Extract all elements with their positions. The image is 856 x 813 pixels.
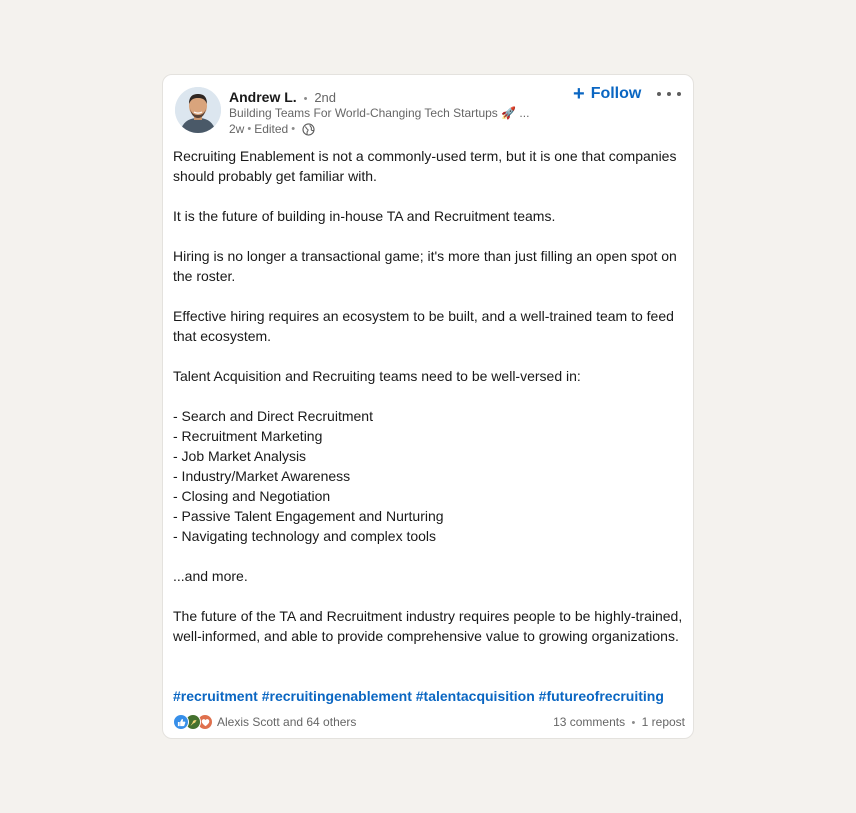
list-item: - Job Market Analysis [173,448,307,464]
list-item: - Navigating technology and complex tools [173,528,437,544]
post-time: 2w [229,122,245,136]
separator-dot: • [631,717,636,729]
post-card [162,74,694,739]
more-dot [667,92,671,96]
more-options-button[interactable] [657,84,681,104]
post-paragraph: Hiring is no longer a transactional game; it's more than just filling an open spot on the roster. [173,248,677,284]
hashtag-link[interactable]: #talentacquisition [415,688,535,704]
post-paragraph: Recruiting Enablement is not a commonly-used term, but it is one that companies should probably get familiar with. [173,148,677,184]
author-name[interactable]: Andrew L. [229,89,297,105]
avatar-photo [175,87,221,133]
reactors-link[interactable]: Alexis Scott and 64 others [217,715,357,729]
more-dot [677,92,681,96]
follow-label: Follow [590,85,642,102]
list-item: - Passive Talent Engagement and Nurturing [173,508,444,524]
connection-degree: 2nd [314,90,337,105]
comments-count[interactable]: 13 comments [553,715,626,729]
separator-dot: • [247,123,252,135]
repost-count[interactable]: 1 repost [641,715,685,729]
social-counts [173,714,685,730]
separator-dot: • [303,93,308,105]
follow-button[interactable] [573,83,641,105]
post-paragraph: It is the future of building in-house TA and Recruitment teams. [173,208,556,224]
post-paragraph: ...and more. [173,568,248,584]
list-item: - Industry/Market Awareness [173,468,351,484]
globe-icon [302,123,315,136]
hashtags [173,686,664,706]
author-headline: Building Teams For World-Changing Tech Startups 🚀 ... [229,106,530,120]
list-item: - Closing and Negotiation [173,488,331,504]
hashtag-link[interactable]: #futureofrecruiting [538,688,664,704]
author-name-row [229,88,336,108]
like-icon [173,714,189,730]
list-item: - Recruitment Marketing [173,428,323,444]
author-avatar[interactable] [175,87,221,133]
hashtag-link[interactable]: #recruitingenablement [261,688,412,704]
post-text [173,146,685,666]
post-paragraph: The future of the TA and Recruitment industry requires people to be highly-trained, well-informed, and able to provide comprehensive value to growing organizations. [173,608,683,644]
skills-list [173,406,685,546]
post-meta [229,122,315,137]
post-paragraph: Talent Acquisition and Recruiting teams need to be well-versed in: [173,368,581,384]
engagement-counts [553,714,685,731]
edited-label: Edited [254,122,289,136]
more-horizontal-icon [657,92,661,96]
list-item: - Search and Direct Recruitment [173,408,373,424]
plus-icon: + [573,83,585,105]
hashtag-link[interactable]: #recruitment [173,688,258,704]
post-paragraph: Effective hiring requires an ecosystem to be built, and a well-trained team to feed that ecosystem. [173,308,674,344]
reaction-icons[interactable] [173,714,209,730]
separator-dot: • [291,123,296,135]
